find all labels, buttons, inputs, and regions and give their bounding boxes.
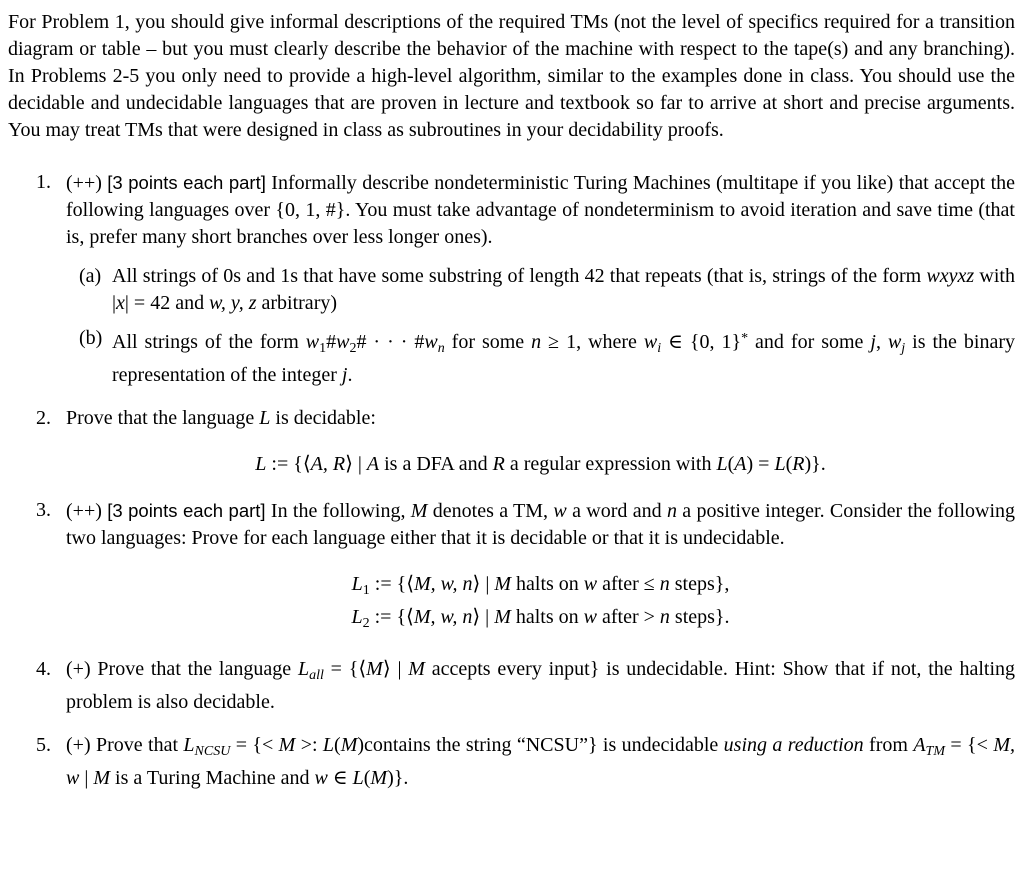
text-segment: i xyxy=(657,341,662,356)
text-segment: Prove that the language xyxy=(66,407,260,429)
text-segment: arbitrary) xyxy=(256,292,338,314)
problem-body-1 xyxy=(66,169,1015,251)
subitem-label-a: (a) xyxy=(79,265,102,287)
text-segment: [3 points each part] xyxy=(107,500,266,521)
text-segment: wxyxz xyxy=(926,265,975,287)
problem-number-4: 4. xyxy=(36,658,51,680)
text-segment: w xyxy=(314,767,328,789)
text-segment: = {⟨ xyxy=(323,658,367,680)
text-segment: is decidable: xyxy=(270,407,376,429)
text-segment: steps}, xyxy=(669,573,730,595)
text-segment: M xyxy=(93,767,111,789)
text-segment: j xyxy=(901,341,906,356)
text-segment: 1 xyxy=(362,583,370,598)
text-segment: >: xyxy=(295,734,323,756)
problem-number-3: 3. xyxy=(36,499,51,521)
text-segment: All strings of the form xyxy=(112,331,306,353)
subitem-body-a xyxy=(112,263,1015,317)
text-segment: A xyxy=(366,453,380,475)
problem-number-1: 1. xyxy=(36,171,51,193)
text-segment: R xyxy=(792,453,805,475)
problem-body-wrap-1 xyxy=(66,169,1015,389)
problem-body-wrap-3 xyxy=(66,497,1015,637)
text-segment: n xyxy=(666,500,677,522)
text-segment: M xyxy=(340,734,358,756)
text-segment: ∈ xyxy=(327,767,353,789)
problem-list xyxy=(8,169,1015,792)
text-segment: (+) Prove that xyxy=(66,734,184,756)
text-segment: ≥ 1, where xyxy=(541,331,644,353)
problem-number-5: 5. xyxy=(36,734,51,756)
subitem-label-b: (b) xyxy=(79,327,103,349)
text-segment: L xyxy=(351,573,363,595)
text-segment: ( xyxy=(785,453,793,475)
text-segment: for some xyxy=(444,331,532,353)
text-segment: R xyxy=(492,453,505,475)
problem-body-4 xyxy=(66,656,1015,716)
text-segment: a regular expression with xyxy=(504,453,717,475)
text-segment: M xyxy=(494,573,512,595)
display-equation-L xyxy=(66,451,1015,478)
text-segment: w xyxy=(553,500,567,522)
display-equation-L1-L2 xyxy=(66,571,1015,637)
text-segment: x xyxy=(116,292,125,314)
problem-body-5 xyxy=(66,732,1015,792)
text-segment: with | xyxy=(112,265,1015,314)
text-segment: (+) Prove that the language xyxy=(66,658,298,680)
text-segment: A, R xyxy=(310,453,346,475)
text-segment: L xyxy=(259,407,271,429)
text-segment: n xyxy=(659,606,670,628)
text-segment: M xyxy=(278,734,296,756)
text-segment: L xyxy=(351,606,363,628)
text-segment: L xyxy=(322,734,335,756)
text-segment: after ≤ xyxy=(597,573,660,595)
problem-number-2: 2. xyxy=(36,407,51,429)
text-segment: TM xyxy=(925,744,945,759)
text-segment: ( xyxy=(363,767,371,789)
text-segment: M xyxy=(408,658,425,680)
subitem-list-1 xyxy=(66,263,1015,389)
text-segment: A xyxy=(734,453,747,475)
text-segment: | = 42 and xyxy=(124,292,210,314)
text-segment: is a Turing Machine and xyxy=(110,767,315,789)
text-segment: ⟩ | xyxy=(382,658,409,680)
text-segment: j xyxy=(341,364,348,386)
text-segment: is a DFA and xyxy=(379,453,493,475)
text-segment: )contains the string “NCSU”} is undecidable xyxy=(357,734,724,756)
text-segment: ⟩ | xyxy=(472,573,495,595)
text-segment: w xyxy=(583,606,597,628)
text-segment: 2 xyxy=(362,616,370,631)
problem-item-2 xyxy=(8,405,1015,478)
text-segment: # · · · # xyxy=(356,331,425,353)
text-segment: w xyxy=(583,573,598,595)
equation-line-L2 xyxy=(66,604,1015,637)
text-segment: a positive integer. Consider the following two languages: Prove for each language either that it is decidable or that it is undecidable. xyxy=(66,500,1016,549)
text-segment: * xyxy=(741,331,749,346)
problem-body-wrap-4 xyxy=(66,656,1015,716)
problem-item-1 xyxy=(8,169,1015,389)
text-segment: All strings of 0s and 1s that have some substring of length 42 that repeats (that is, strings of the form xyxy=(112,265,927,287)
text-segment: , xyxy=(875,331,888,353)
text-segment: L xyxy=(297,658,310,680)
text-segment: [3 points each part] xyxy=(107,172,266,193)
text-segment: := {⟨ xyxy=(266,453,311,475)
subitem-body-b xyxy=(112,325,1015,389)
text-segment: accepts every input} is undecidable. Hint: Show that if not, the halting problem is also decidable. xyxy=(66,658,1016,713)
text-segment: := {⟨ xyxy=(369,606,414,628)
problem-body-wrap-5 xyxy=(66,732,1015,792)
text-segment: M, w, n xyxy=(413,606,473,628)
text-segment: from xyxy=(863,734,914,756)
text-segment: w xyxy=(643,331,658,353)
text-segment: # xyxy=(326,331,337,353)
text-segment: L xyxy=(774,453,786,475)
text-segment: j xyxy=(870,331,876,353)
text-segment: = {< xyxy=(945,734,994,756)
text-segment: ( xyxy=(334,734,341,756)
text-segment: w xyxy=(305,331,320,353)
text-segment: ) = xyxy=(746,453,775,475)
text-segment: n xyxy=(531,331,542,353)
text-segment: n xyxy=(659,573,670,595)
text-segment: | xyxy=(79,767,94,789)
text-segment: halts on xyxy=(510,606,584,628)
text-segment: M xyxy=(410,500,428,522)
text-segment: := {⟨ xyxy=(369,573,415,595)
text-segment: ∈ {0, 1} xyxy=(661,331,742,353)
text-segment: NCSU xyxy=(194,744,231,759)
problem-body-wrap-2 xyxy=(66,405,1015,478)
subitem-b xyxy=(66,325,1015,389)
subitem-a xyxy=(66,263,1015,317)
text-segment: A xyxy=(913,734,926,756)
text-segment: halts on xyxy=(511,573,584,595)
text-segment: ( xyxy=(727,453,735,475)
text-segment: L xyxy=(255,453,267,475)
text-segment: after > xyxy=(596,606,660,628)
text-segment: w xyxy=(424,331,438,353)
text-segment: ⟩ | xyxy=(472,606,495,628)
equation-line-L1 xyxy=(66,571,1015,604)
text-segment: 1 xyxy=(319,341,327,356)
text-segment: all xyxy=(309,668,324,683)
text-segment: M, w, n xyxy=(414,573,473,595)
text-segment: (++) xyxy=(66,500,108,522)
problem-item-3 xyxy=(8,497,1015,637)
text-segment: L xyxy=(352,767,364,789)
text-segment: 2 xyxy=(349,341,357,356)
equation-line-L xyxy=(66,451,1015,478)
problem-item-5 xyxy=(8,732,1015,792)
text-segment: steps}. xyxy=(669,606,730,628)
text-segment: w, y, z xyxy=(209,292,257,314)
text-segment: )}. xyxy=(387,767,409,789)
text-segment: n xyxy=(437,341,445,356)
text-segment: Informally describe nondeterministic Turing Machines (multitape if you like) that accept the following languages over {0, 1, #}. You must take advantage of nondeterminism to avoid iteration and save time (that is, prefer many short branches over less longer ones). xyxy=(66,172,1015,248)
intro-paragraph xyxy=(8,9,1015,144)
text-segment: and for some xyxy=(748,331,871,353)
text-segment: ⟩ | xyxy=(345,453,367,475)
text-segment: w xyxy=(336,331,350,353)
text-segment: In the following, xyxy=(265,500,411,522)
text-segment: M, w xyxy=(66,734,1015,789)
text-segment: is the binary representation of the integer xyxy=(112,331,1015,386)
problem-body-3 xyxy=(66,497,1015,552)
text-segment: = {< xyxy=(230,734,279,756)
text-segment: . xyxy=(347,364,353,386)
text-segment: denotes a TM, xyxy=(427,500,554,522)
problem-item-4 xyxy=(8,656,1015,716)
text-segment: L xyxy=(183,734,195,756)
text-segment: a word and xyxy=(566,500,667,522)
text-segment: using a reduction xyxy=(723,734,864,756)
text-segment: For Problem 1, you should give informal descriptions of the required TMs (not the level of specifics required for a transition diagram or table – but you must clearly describe the behavior of the machine with respect to the tape(s) and any branching). In Problems 2-5 you only need to provide a high-level algorithm, similar to the examples done in class. You should use the decidable and undecidable languages that are proven in lecture and textbook so far to arrive at short and precise arguments. You may treat TMs that were designed in class as subroutines in your decidability proofs. xyxy=(8,11,1015,141)
text-segment: )}. xyxy=(804,453,826,475)
text-segment: M xyxy=(366,658,383,680)
text-segment: M xyxy=(494,606,511,628)
text-segment: w xyxy=(887,331,902,353)
text-segment: L xyxy=(716,453,728,475)
text-segment: M xyxy=(370,767,388,789)
text-segment: (++) xyxy=(66,172,108,194)
problem-body-2 xyxy=(66,405,1015,432)
